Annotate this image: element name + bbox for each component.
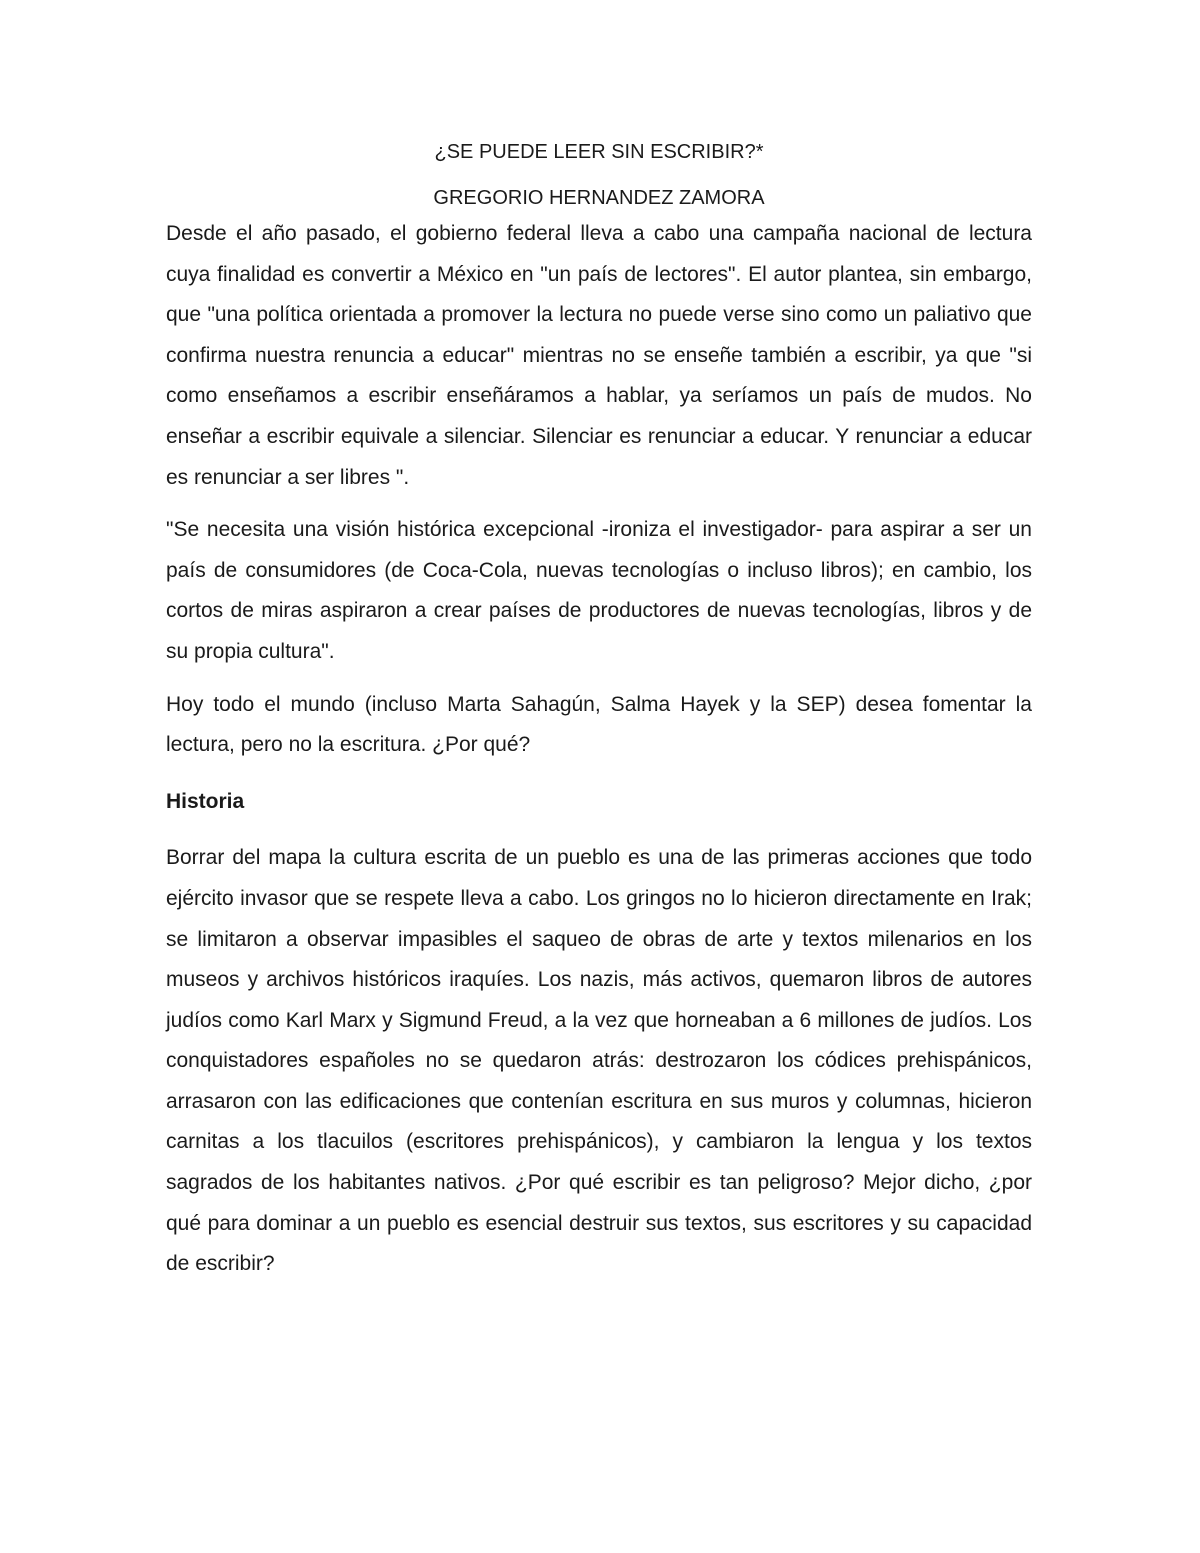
section-heading: Historia	[166, 789, 245, 813]
document-page	[166, 138, 1032, 1285]
paragraph-history: Borrar del mapa la cultura escrita de un pueblo es una de las primeras acciones que todo ejército invasor que se respete lleva a cabo. Los gringos no lo hicieron directamente en Irak; se limitaron a observar impasibles el saqueo de obras de arte y textos milenarios en los museos y archivos históricos iraquíes. Los nazis, más activos, quemaron libros de autores judíos como Karl Marx y Sigmund Freud, a la vez que horneaban a 6 millones de judíos. Los conquistadores españoles no se quedaron atrás: destrozaron los códices prehispánicos, arrasaron con las edificaciones que contenían escritura en sus muros y columnas, hicieron carnitas a los tlacuilos (escritores prehispánicos), y cambiaron la lengua y los textos sagrados de los habitantes nativos. ¿Por qué escribir es tan peligroso? Mejor dicho, ¿por qué para dominar a un pueblo es esencial destruir sus textos, sus escritores y su capacidad de escribir?	[166, 846, 1032, 1276]
paragraph-quote: "Se necesita una visión histórica excepcional -ironiza el investigador- para aspirar a ser un país de consumidores (de Coca-Cola, nuevas tecnologías o incluso libros); en cambio, los cortos de miras aspiraron a crear países de productores de nuevas tecnologías, libros y de su propia cultura".	[166, 518, 1032, 663]
paragraph-question: Hoy todo el mundo (incluso Marta Sahagún, Salma Hayek y la SEP) desea fomentar la lectura, pero no la escritura. ¿Por qué?	[166, 692, 1032, 757]
document-author: GREGORIO HERNANDEZ ZAMORA	[433, 187, 765, 209]
paragraph-intro: Desde el año pasado, el gobierno federal lleva a cabo una campaña nacional de lectura cuya finalidad es convertir a México en "un país de lectores". El autor plantea, sin embargo, que "una política orientada a promover la lectura no puede verse sino como un paliativo que confirma nuestra renuncia a educar" mientras no se enseñe también a escribir, ya que "si como enseñamos a escribir enseñáramos a hablar, ya seríamos un país de mudos. No enseñar a escribir equivale a silenciar. Silenciar es renunciar a educar. Y renunciar a educar es renunciar a ser libres ".	[166, 222, 1032, 489]
document-title: ¿SE PUEDE LEER SIN ESCRIBIR?*	[434, 141, 764, 163]
